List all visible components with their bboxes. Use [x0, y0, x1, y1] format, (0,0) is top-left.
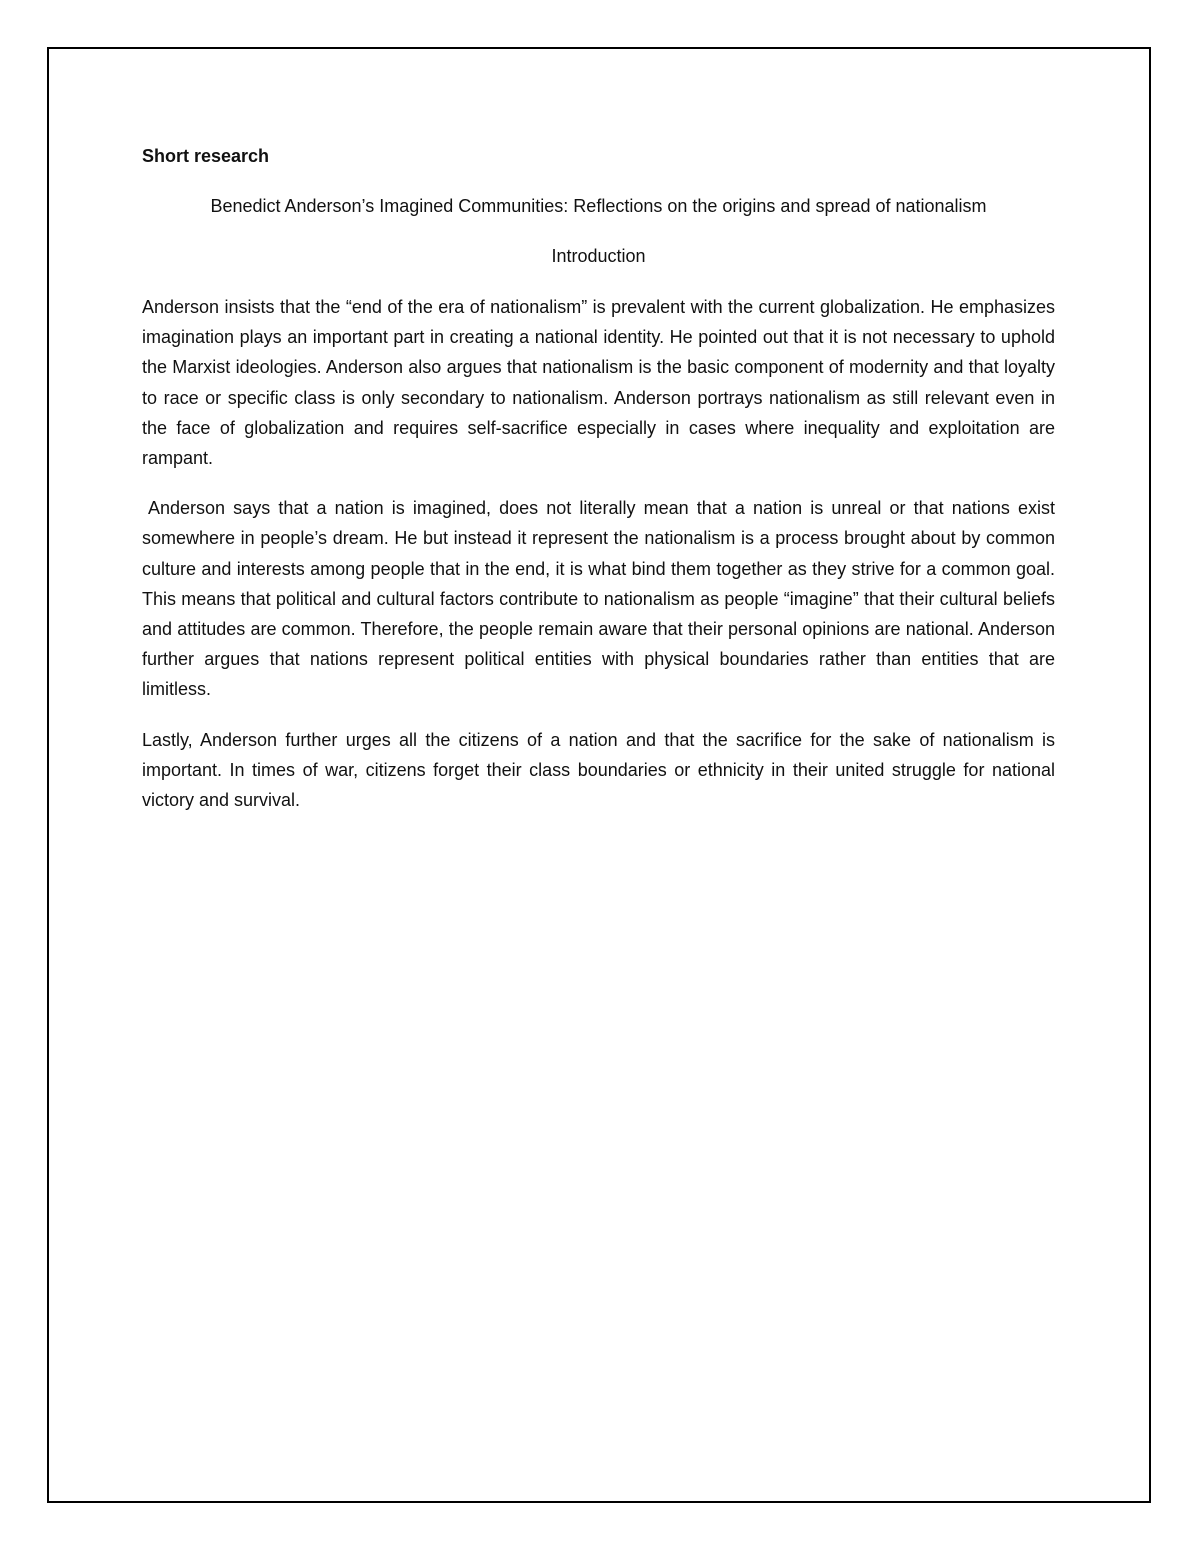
document-title: Benedict Anderson’s Imagined Communities: Reflections on the origins and spread of nationalism — [210, 196, 987, 216]
document-body — [142, 142, 1055, 835]
document-label: Short research — [142, 146, 270, 166]
paragraph-2: Anderson says that a nation is imagined, does not literally mean that a nation is unreal or that nations exist somewhere in people’s dream. He but instead it represent the nationalism is a process brought about by common culture and interests among people that in the end, it is what bind them together as they strive for a common goal. This means that political and cultural factors contribute to nationalism as people “imagine” that their cultural beliefs and attitudes are common. Therefore, the people remain aware that their personal opinions are national. Anderson further argues that nations represent political entities with physical boundaries rather than entities that are limitless. — [142, 498, 1055, 700]
section-heading: Introduction — [551, 246, 646, 266]
paragraph-3: Lastly, Anderson further urges all the citizens of a nation and that the sacrifice for the sake of nationalism is important. In times of war, citizens forget their class boundaries or ethnicity in their united struggle for national victory and survival. — [142, 729, 1055, 811]
paragraph-1: Anderson insists that the “end of the era of nationalism” is prevalent with the current globalization. He emphasizes imagination plays an important part in creating a national identity. He pointed out that it is not necessary to uphold the Marxist ideologies. Anderson also argues that nationalism is the basic component of modernity and that loyalty to race or specific class is only secondary to nationalism. Anderson portrays nationalism as still relevant even in the face of globalization and requires self-sacrifice especially in cases where inequality and exploitation are rampant. — [142, 297, 1055, 469]
